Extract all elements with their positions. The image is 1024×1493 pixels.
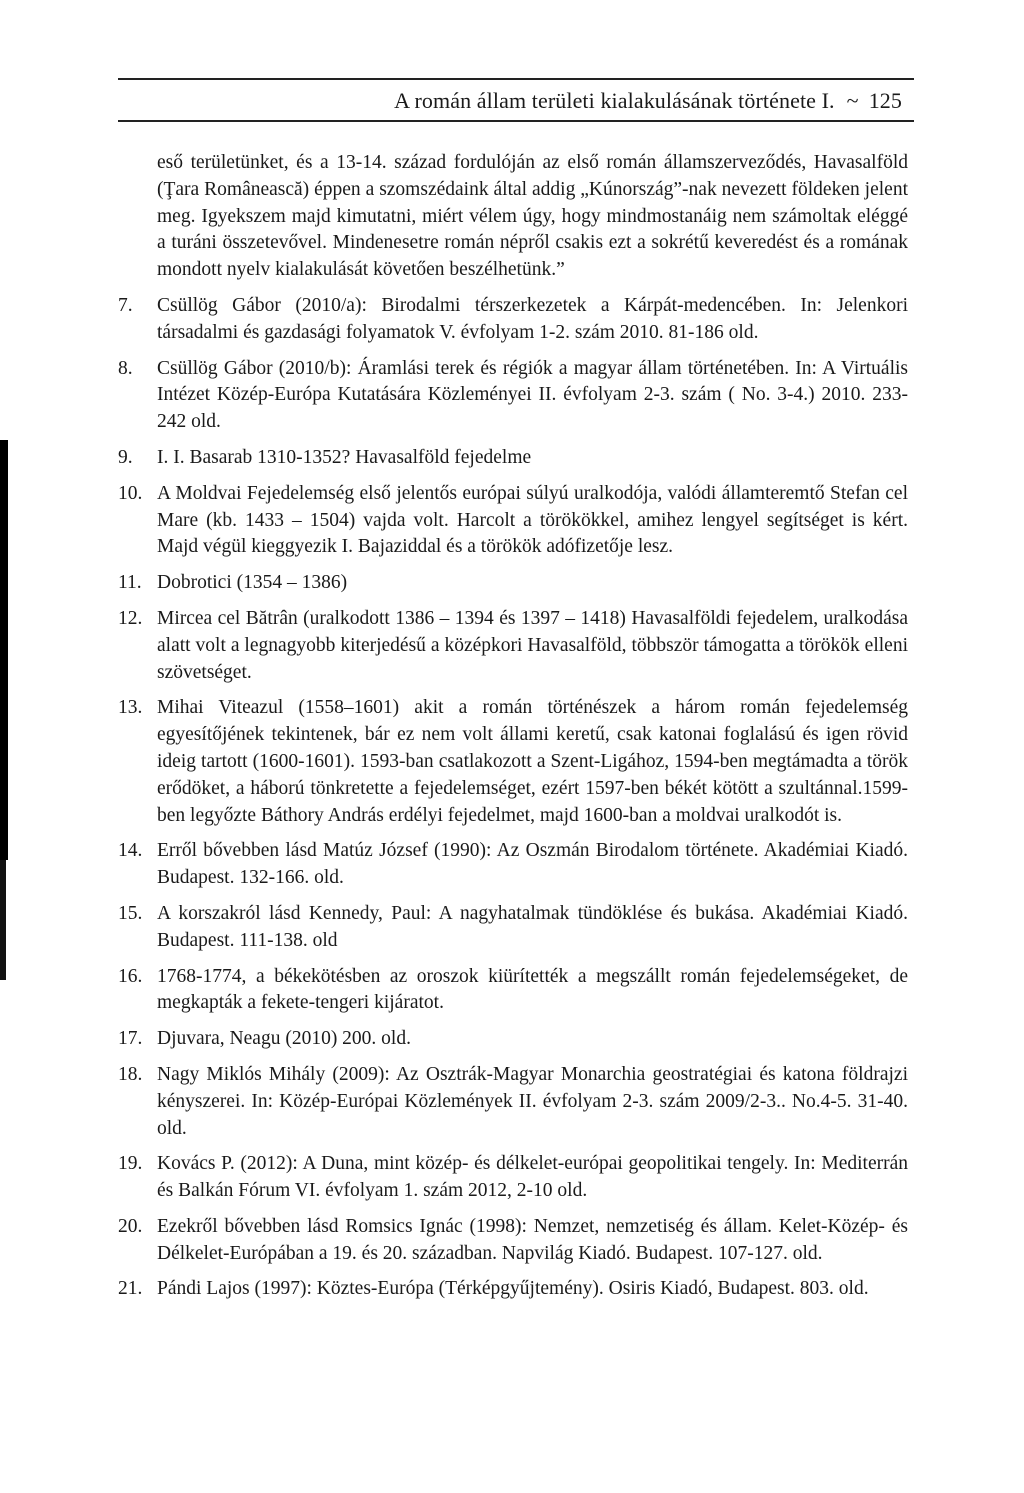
endnote-text: Csüllög Gábor (2010/a): Birodalmi térszerkezetek a Kárpát-medencében. In: Jelenkori társadalmi és gazdasági folyamatok V. évfolyam 1-2. szám 2010. 81-186 old. [157, 294, 908, 343]
endnote-text: Nagy Miklós Mihály (2009): Az Osztrák-Magyar Monarchia geostratégiai és katona földrajzi kényszerei. In: Közép-Európai Közlemények II. évfolyam 2-3. szám 2009/2-3.. No.4-5. 31-40. old. [157, 1063, 908, 1139]
endnote-text: I. I. Basarab 1310-1352? Havasalföld fejedelme [157, 446, 532, 468]
endnote-number: 21. [118, 1278, 143, 1300]
endnote-9 [118, 445, 908, 472]
endnote-number: 14. [118, 840, 143, 862]
endnote-number: 8. [118, 357, 133, 379]
endnote-text: Mircea cel Bătrân (uralkodott 1386 – 1394 és 1397 – 1418) Havasalföldi fejedelem, uralkodása alatt volt a legnagyobb kiterjedésű a középkori Havasalföld, többször támogatta a törökök elleni szövetséget. [157, 607, 908, 683]
endnote-number: 17. [118, 1028, 143, 1050]
endnote-number: 12. [118, 607, 143, 629]
endnote-text: Mihai Viteazul (1558–1601) akit a román történészek a három román fejedelemség egyesítőjének tekintenek, bár ez nem volt állami keretű, csak katonai foglalású és igen rövid ideig tartott (1600-1601). 1593-ban csatlakozott a Szent-Ligához, 1594-ben megtámadta a török erődöket, a háború tönkretette a fejedelemséget, ezért 1597-ben békét kötött a szultánnal.1599-ben legyőzte Báthory András erdélyi fejedelmet, majd 1600-ban a moldvai uralkodót is. [157, 697, 908, 826]
endnotes-body [118, 150, 908, 1312]
endnote-number: 11. [118, 572, 142, 594]
scan-edge-shadow [0, 440, 8, 860]
endnote-text: Erről bővebben lásd Matúz József (1990): Az Oszmán Birodalom története. Akadémiai Kiadó. Budapest. 132-166. old. [157, 840, 908, 889]
header-title: A román állam területi kialakulásának története I. [394, 88, 835, 113]
endnote-15 [118, 901, 908, 955]
running-header-text [394, 88, 902, 114]
endnote-20 [118, 1214, 908, 1268]
endnote-17 [118, 1026, 908, 1053]
endnote-16 [118, 964, 908, 1018]
endnote-number: 7. [118, 294, 133, 316]
endnote-7 [118, 293, 908, 347]
endnote-number: 20. [118, 1215, 143, 1237]
endnote-number: 10. [118, 482, 143, 504]
page-number: 125 [868, 88, 902, 113]
endnote-text: 1768-1774, a békekötésben az oroszok kiürítették a megszállt román fejedelemségeket, de megkapták a fekete-tengeri kijáratot. [157, 965, 908, 1014]
endnote-13 [118, 695, 908, 829]
endnote-text: Kovács P. (2012): A Duna, mint közép- és délkelet-európai geopolitikai tengely. In: Mediterrán és Balkán Fórum VI. évfolyam 1. szám 2012, 2-10 old. [157, 1153, 908, 1202]
endnote-11 [118, 570, 908, 597]
endnote-text: A Moldvai Fejedelemség első jelentős európai súlyú uralkodója, valódi államteremtő Stefan cel Mare (kb. 1433 – 1504) vajda volt. Harcolt a törökökkel, amihez lengyel segítséget is kért. Majd végül kieggyezik I. Bajaziddal és a törökök adófizetője lesz. [157, 482, 908, 558]
endnote-19 [118, 1151, 908, 1205]
endnote-text: A korszakról lásd Kennedy, Paul: A nagyhatalmak tündöklése és bukása. Akadémiai Kiadó. Budapest. 111-138. old [157, 902, 908, 951]
endnote-8 [118, 356, 908, 436]
endnote-21 [118, 1276, 908, 1303]
endnote-number: 18. [118, 1063, 143, 1085]
endnote-12 [118, 606, 908, 686]
endnote-text: Pándi Lajos (1997): Köztes-Európa (Térképgyűjtemény). Osiris Kiadó, Budapest. 803. old. [157, 1278, 869, 1300]
endnote-number: 19. [118, 1153, 143, 1175]
endnote-number: 13. [118, 697, 143, 719]
endnote-text: Dobrotici (1354 – 1386) [157, 572, 348, 594]
endnote-text: Csüllög Gábor (2010/b): Áramlási terek és régiók a magyar állam történetében. In: A Virtuális Intézet Közép-Európa Kutatására Közleményei II. évfolyam 2-3. szám ( No. 3-4.) 2010. 233-242 old. [157, 357, 908, 433]
endnote-number: 16. [118, 965, 143, 987]
endnote-text: Djuvara, Neagu (2010) 200. old. [157, 1028, 411, 1050]
header-separator: ~ [846, 88, 859, 113]
endnote-14 [118, 838, 908, 892]
continued-quote-paragraph: eső területünket, és a 13-14. század fordulóján az első román államszerveződés, Havasalföld (Ţara Românească) éppen a szomszédaink által addig „Kúnország”-nak nevezett földeken jelent meg. Igyekszem majd kimutatni, miért vélem úgy, hogy mindmostanáig nem számoltak eléggé a turáni összetevővel. Mindenesetre román népről csakis ezt a sokrétű keveredést és a romának mondott nyelv kialakulását követően beszélhetünk.” [157, 152, 908, 281]
running-header [118, 78, 914, 122]
endnote-text: Ezekről bővebben lásd Romsics Ignác (1998): Nemzet, nemzetiség és állam. Kelet-Közép- és Délkelet-Európában a 19. és 20. században. Napvilág Kiadó. Budapest. 107-127. old. [157, 1215, 908, 1264]
endnote-18 [118, 1062, 908, 1142]
scan-edge-shadow-lower [0, 860, 6, 980]
endnote-number: 9. [118, 446, 133, 468]
endnote-number: 15. [118, 902, 143, 924]
endnote-10 [118, 481, 908, 561]
